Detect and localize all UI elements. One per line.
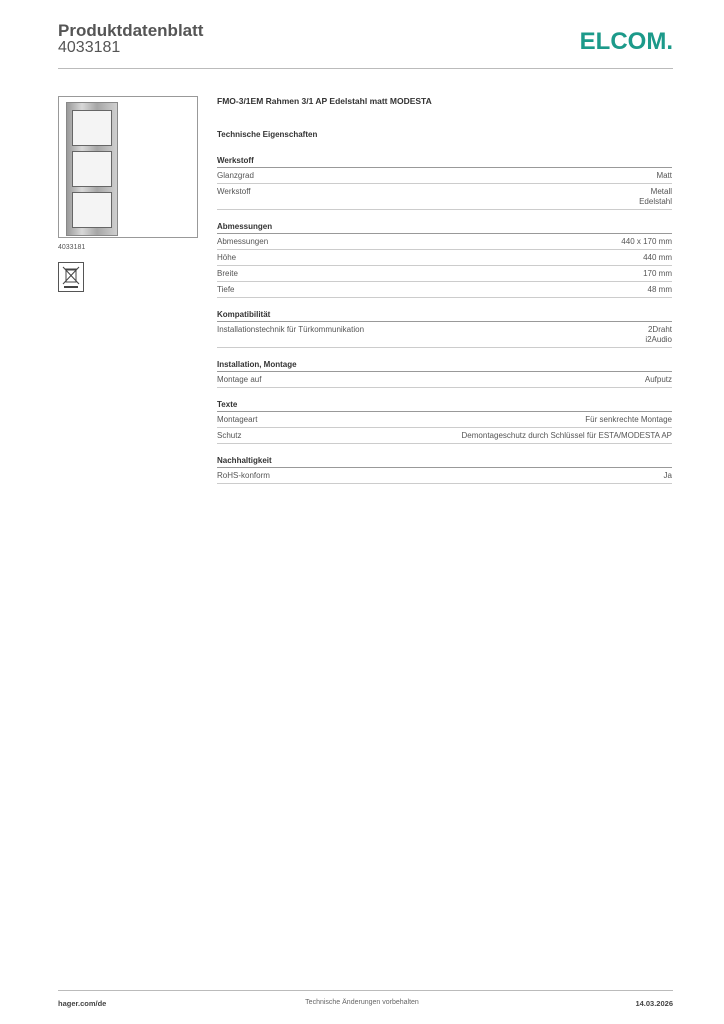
footer-divider bbox=[58, 990, 673, 991]
group-title: Installation, Montage bbox=[217, 360, 672, 372]
property-label: Breite bbox=[217, 269, 238, 278]
property-row bbox=[217, 266, 672, 282]
property-groups bbox=[217, 156, 672, 484]
product-name: FMO-3/1EM Rahmen 3/1 AP Edelstahl matt MODESTA bbox=[217, 96, 432, 106]
property-row bbox=[217, 322, 672, 348]
property-label: Schutz bbox=[217, 431, 242, 440]
property-value-line: Demontageschutz durch Schlüssel für ESTA/MODESTA AP bbox=[461, 431, 672, 440]
group-title: Texte bbox=[217, 400, 672, 412]
image-caption: 4033181 bbox=[58, 244, 86, 251]
property-value bbox=[585, 415, 672, 425]
property-value bbox=[664, 471, 672, 481]
property-value bbox=[621, 237, 672, 247]
property-label: Glanzgrad bbox=[217, 171, 254, 180]
page-title: Produktdatenblatt bbox=[58, 21, 204, 40]
property-row bbox=[217, 468, 672, 484]
property-value bbox=[648, 285, 672, 295]
property-label: Abmessungen bbox=[217, 237, 269, 246]
property-row bbox=[217, 282, 672, 298]
property-label: Höhe bbox=[217, 253, 237, 262]
property-group bbox=[217, 400, 672, 444]
group-title: Nachhaltigkeit bbox=[217, 456, 672, 468]
product-image bbox=[58, 96, 198, 238]
section-title: Technische Eigenschaften bbox=[217, 130, 318, 139]
property-row bbox=[217, 372, 672, 388]
property-label: Montage auf bbox=[217, 375, 262, 384]
property-group bbox=[217, 310, 672, 348]
property-row bbox=[217, 234, 672, 250]
property-group bbox=[217, 456, 672, 484]
property-row bbox=[217, 168, 672, 184]
group-title: Kompatibilität bbox=[217, 310, 672, 322]
property-value-line: 48 mm bbox=[647, 285, 672, 294]
product-number: 4033181 bbox=[58, 39, 121, 56]
property-value-line: Edelstahl bbox=[639, 197, 672, 206]
property-value-line: 170 mm bbox=[643, 269, 672, 278]
property-group bbox=[217, 360, 672, 388]
property-value-line: 440 x 170 mm bbox=[621, 237, 672, 246]
footer-website: hager.com/de bbox=[58, 999, 107, 1008]
property-value-line: Metall bbox=[650, 187, 672, 196]
frame-slot bbox=[72, 151, 112, 187]
property-group bbox=[217, 156, 672, 210]
frame-slot bbox=[72, 110, 112, 146]
property-value bbox=[645, 375, 672, 385]
property-value-line: Für senkrechte Montage bbox=[585, 415, 672, 424]
footer-date: 14.03.2026 bbox=[635, 999, 673, 1008]
property-value-line: Matt bbox=[656, 171, 672, 180]
property-label: RoHS-konform bbox=[217, 471, 270, 480]
property-value bbox=[643, 253, 672, 263]
group-title: Abmessungen bbox=[217, 222, 672, 234]
property-value bbox=[639, 187, 672, 207]
property-row bbox=[217, 250, 672, 266]
frame-slot bbox=[72, 192, 112, 228]
property-value-line: Ja bbox=[663, 471, 672, 480]
property-label: Installationstechnik für Türkommunikation bbox=[217, 325, 365, 334]
property-value-line: Aufputz bbox=[644, 375, 672, 384]
header-divider bbox=[58, 68, 673, 69]
property-label: Werkstoff bbox=[217, 187, 251, 196]
property-row bbox=[217, 412, 672, 428]
property-value bbox=[645, 325, 672, 345]
weee-bin-icon bbox=[58, 262, 84, 292]
property-value bbox=[643, 269, 672, 279]
brand-logo: ELCOM. bbox=[579, 28, 673, 55]
property-value-line: 2Draht bbox=[647, 325, 672, 334]
content-area bbox=[217, 96, 672, 496]
property-group bbox=[217, 222, 672, 298]
property-label: Montageart bbox=[217, 415, 258, 424]
property-label: Tiefe bbox=[217, 285, 235, 294]
frame-plate bbox=[66, 102, 118, 236]
footer-disclaimer: Technische Änderungen vorbehalten bbox=[305, 999, 419, 1006]
property-row bbox=[217, 428, 672, 444]
property-value-line: i2Audio bbox=[645, 335, 672, 344]
property-value bbox=[656, 171, 672, 181]
property-value-line: 440 mm bbox=[643, 253, 672, 262]
property-row bbox=[217, 184, 672, 210]
group-title: Werkstoff bbox=[217, 156, 672, 168]
property-value bbox=[462, 431, 672, 441]
